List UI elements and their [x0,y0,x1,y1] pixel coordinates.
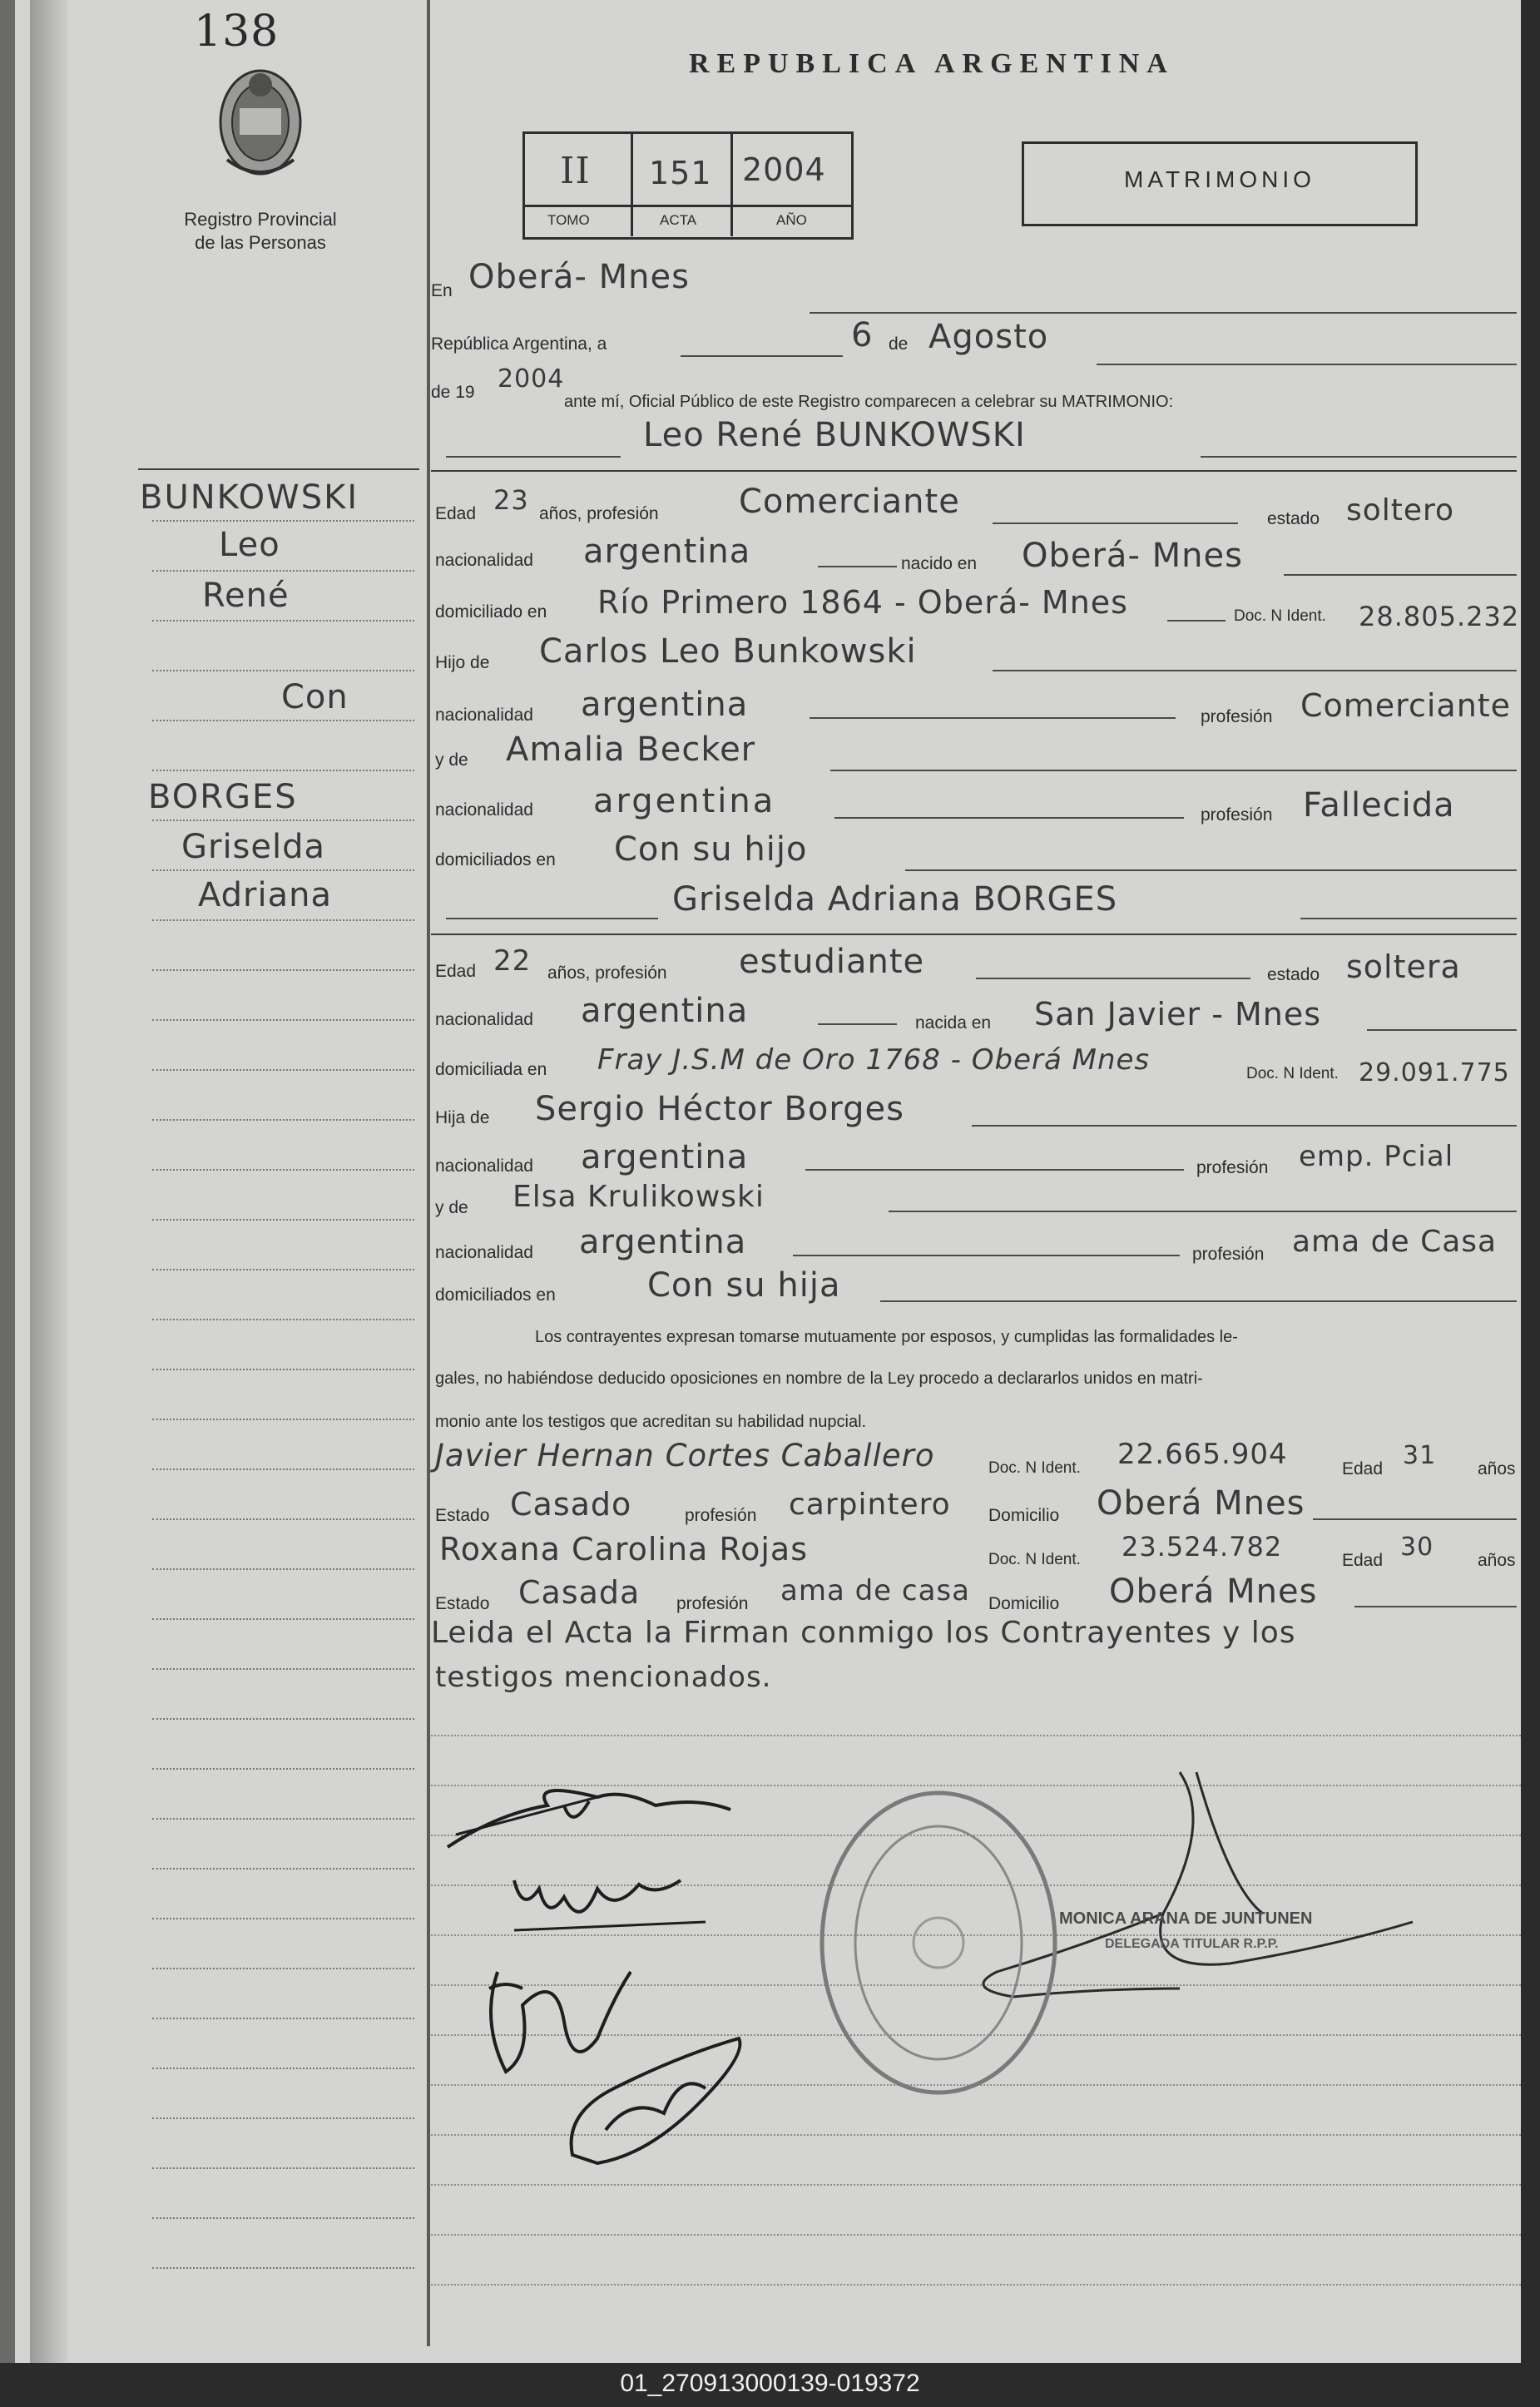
binding-edge [30,0,68,2363]
groom-mother: Amalia Becker [506,731,756,769]
bride-nationality: argentina [581,992,749,1030]
bride-mother-nationality: argentina [579,1223,747,1261]
witness1-anos-label: años [1478,1459,1516,1478]
margin-groom-name1: Leo [219,526,280,564]
witness2-doc-label: Doc. N Ident. [988,1551,1081,1568]
signature-witness-1 [489,1972,631,2072]
groom-mother-profession: Fallecida [1303,786,1455,825]
witness2-age: 30 [1400,1533,1434,1562]
act-type: MATRIMONIO [1124,166,1315,192]
groom-doc-label: Doc. N Ident. [1234,607,1326,625]
stamp-official-title: DELEGADA TITULAR R.P.P. [1105,1937,1279,1951]
bride-father-profession: emp. Pcial [1299,1140,1454,1173]
image-id-footer: 01_270913000139-019372 [620,2370,920,2397]
witness1-doc-label: Doc. N Ident. [988,1459,1081,1477]
signature-groom [448,1790,730,1847]
bride-dom-label: domiciliada en [435,1060,547,1079]
witness1-name: Javier Hernan Cortes Caballero [435,1438,935,1473]
groom-doc: 28.805.232 [1359,601,1520,632]
tomo-label: TOMO [547,212,590,228]
bride-edad-label: Edad [435,962,477,981]
ano-label: AÑO [776,212,807,228]
groom-estado-label: estado [1267,509,1320,528]
groom-birthplace: Oberá- Mnes [1022,537,1243,575]
witness2-edad-label: Edad [1342,1551,1384,1570]
margin-groom-name2: René [202,577,290,615]
de-label: de [889,334,909,354]
en-label: En [431,281,453,300]
margin-bride-name2: Adriana [198,876,332,914]
witness2-dom-label: Domicilio [988,1594,1060,1613]
groom-address: Río Primero 1864 - Oberá- Mnes [597,584,1128,621]
bride-nacida-label: nacida en [915,1013,992,1033]
ano-value: 2004 [742,151,826,188]
de19-label: de 19 [431,383,475,402]
bride-yde-label: y de [435,1198,468,1217]
republica-label: República Argentina, a [431,334,607,354]
groom-hijo-label: Hijo de [435,653,490,672]
page-shadow [0,0,15,2363]
intro-place: Oberá- Mnes [468,258,690,296]
groom-nationality: argentina [583,532,751,571]
intro-month: Agosto [928,318,1049,356]
witness2-estado-label: Estado [435,1594,490,1613]
bride-full-name: Griselda Adriana BORGES [672,880,1118,919]
groom-father-profession: Comerciante [1300,687,1512,724]
bride-estado: soltera [1346,948,1461,985]
bride-mother: Elsa Krulikowski [513,1180,765,1214]
witness1-address: Oberá Mnes [1097,1484,1305,1523]
witness2-prof-label: profesión [676,1594,749,1613]
groom-anos-label: años, profesión [539,504,659,523]
intro-ante-text: ante mí, Oficial Público de este Registro comparecen a celebrar su MATRIMONIO: [564,393,1174,411]
body-line-3: monio ante los testigos que acreditan su habilidad nupcial. [435,1413,867,1431]
witness1-estado-label: Estado [435,1506,490,1525]
body-line-2: gales, no habiéndose deducido oposiciones en nombre de la Ley procedo a declararlos unidos en matri- [435,1369,1203,1388]
bride-mother-prof-label: profesión [1192,1245,1265,1264]
witness2-name: Roxana Carolina Rojas [439,1531,809,1568]
witness2-address: Oberá Mnes [1109,1572,1318,1611]
bride-nac-label: nacionalidad [435,1010,533,1029]
acta-value: 151 [649,155,712,191]
margin-divider [427,0,430,2346]
witness1-profession: carpintero [789,1488,951,1522]
groom-full-name: Leo René BUNKOWSKI [643,416,1026,454]
acta-label: ACTA [660,212,697,228]
margin-con: Con [281,678,349,716]
groom-mother-prof-label: profesión [1201,805,1273,825]
bride-estado-label: estado [1267,965,1320,984]
bride-age: 22 [493,944,532,978]
witness2-anos-label: años [1478,1551,1516,1570]
document-page [15,0,1521,2363]
margin-groom-surname: BUNKOWSKI [140,478,359,517]
official-stamp-icon [814,1785,1063,2101]
signature-bride [514,1880,706,1930]
bride-doc-label: Doc. N Ident. [1246,1065,1339,1082]
bride-mother-profession: ama de Casa [1292,1225,1498,1259]
groom-father-nac-label: nacionalidad [435,706,533,725]
bride-parents-address: Con su hija [647,1266,841,1305]
groom-father-prof-label: profesión [1201,707,1273,726]
stamp-official-name: MONICA ARANA DE JUNTUNEN [1059,1909,1313,1928]
bride-address: Fray J.S.M de Oro 1768 - Oberá Mnes [597,1043,1151,1077]
groom-father: Carlos Leo Bunkowski [539,632,917,671]
bride-father-nac-label: nacionalidad [435,1156,533,1176]
page-number: 138 [194,7,280,57]
bride-anos-label: años, profesión [547,963,667,983]
witness1-doc: 22.665.904 [1117,1438,1288,1471]
registry-name: Registro Provincial de las Personas [184,209,337,253]
groom-yde-label: y de [435,750,468,770]
groom-profession: Comerciante [739,483,960,521]
bride-father-nationality: argentina [581,1138,749,1176]
bride-father: Sergio Héctor Borges [535,1090,904,1128]
intro-day: 6 [851,316,874,354]
margin-bride-name1: Griselda [181,828,326,866]
witness1-prof-label: profesión [685,1506,757,1525]
groom-mother-nationality: argentina [593,782,776,820]
witness1-edad-label: Edad [1342,1459,1384,1478]
witness2-doc: 23.524.782 [1122,1531,1283,1563]
witness1-estado: Casado [510,1486,632,1523]
bride-birthplace: San Javier - Mnes [1034,996,1322,1033]
witness1-age: 31 [1403,1441,1437,1470]
groom-doms-label: domiciliados en [435,850,556,869]
margin-bride-surname: BORGES [148,778,298,816]
groom-estado: soltero [1346,493,1455,527]
witness1-dom-label: Domicilio [988,1506,1060,1525]
groom-nacido-label: nacido en [901,554,978,573]
groom-father-nationality: argentina [581,686,749,724]
bride-mother-nac-label: nacionalidad [435,1243,533,1262]
bride-father-prof-label: profesión [1196,1158,1269,1177]
signature-witness-2 [572,2038,740,2163]
intro-year: 2004 [498,364,565,394]
coat-of-arms-icon [215,60,306,185]
groom-age: 23 [493,484,529,516]
groom-edad-label: Edad [435,504,477,523]
witness2-profession: ama de casa [780,1574,970,1607]
tomo-value: II [560,150,591,192]
groom-mother-nac-label: nacionalidad [435,800,533,820]
witness2-estado: Casada [518,1574,641,1611]
closing-line-1: Leida el Acta la Firman conmigo los Contrayentes y los [431,1616,1296,1650]
bride-doc: 29.091.775 [1359,1058,1510,1087]
bride-hija-label: Hija de [435,1108,490,1127]
bride-doms-label: domiciliados en [435,1285,556,1305]
groom-dom-label: domiciliado en [435,602,547,622]
closing-line-2: testigos mencionados. [435,1661,772,1694]
groom-parents-address: Con su hijo [614,830,808,869]
country-title: REPUBLICA ARGENTINA [689,48,1175,79]
groom-nac-label: nacionalidad [435,551,533,570]
bride-profession: estudiante [739,943,925,981]
body-line-1: Los contrayentes expresan tomarse mutuamente por esposos, y cumplidas las formalidades le- [535,1328,1238,1346]
